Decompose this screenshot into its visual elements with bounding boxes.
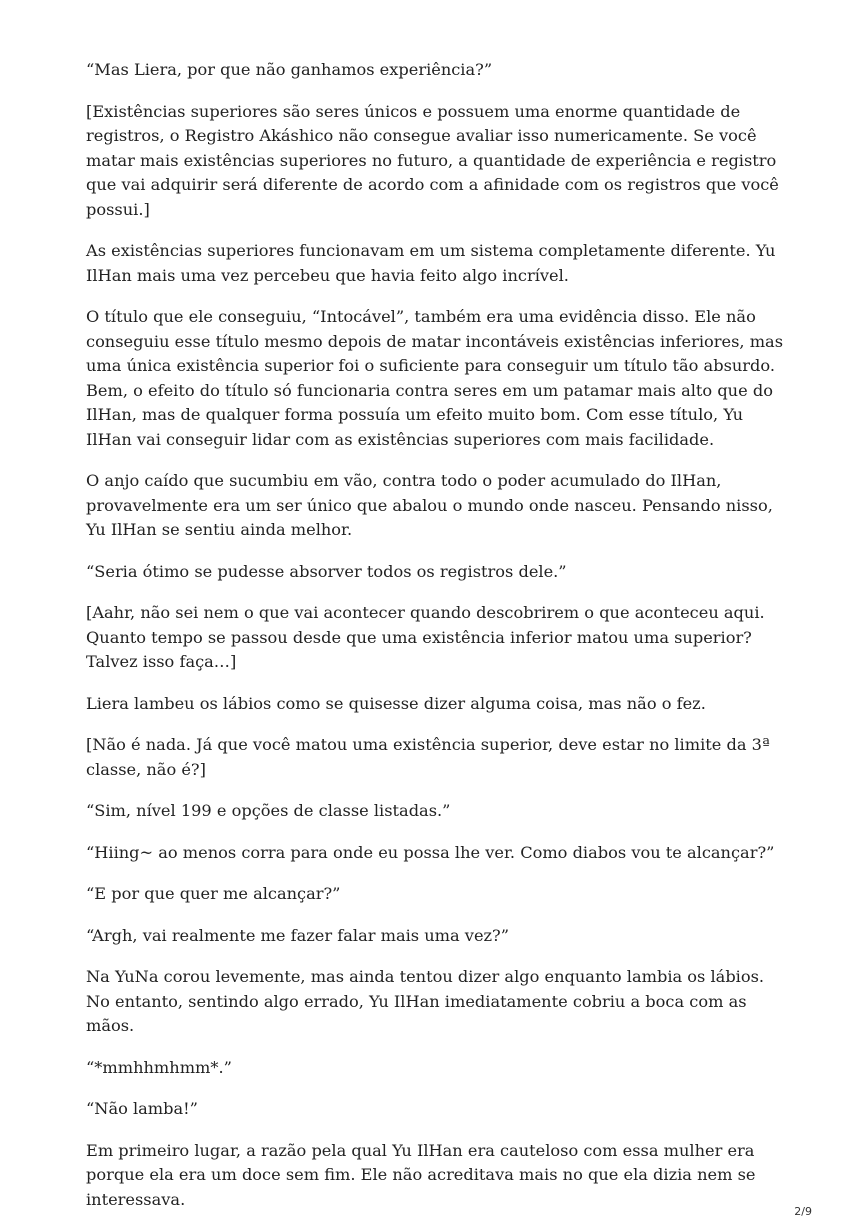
paragraph: “Não lamba!” — [86, 1099, 198, 1118]
paragraph: “E por que quer me alcançar?” — [86, 884, 341, 903]
paragraph: O título que ele conseguiu, “Intocável”, também era uma evidência disso. Ele não conseguiu esse título mesmo depois de matar incontáveis existências inferiores, mas uma única existência superior foi o suficiente para conseguir um título tão absurdo. Bem, o efeito do título só funcionaria contra seres em um patamar mais alto que do IlHan, mas de qualquer forma possuía um efeito muito bom. Com esse título, Yu IlHan vai conseguir lidar com as existências superiores com mais facilidade. — [86, 307, 784, 449]
document-body — [86, 58, 788, 1229]
paragraph: “*mmhhmhmm*.” — [86, 1057, 232, 1077]
paragraph: “Sim, nível 199 e opções de classe listadas.” — [86, 801, 451, 820]
paragraph: O anjo caído que sucumbiu em vão, contra todo o poder acumulado do IlHan, provavelmente era um ser único que abalou o mundo onde nasceu. Pensando nisso, Yu IlHan se sentiu ainda melhor. — [86, 471, 773, 539]
paragraph: “Seria ótimo se pudesse absorver todos os registros dele.” — [86, 561, 567, 581]
paragraph: As existências superiores funcionavam em um sistema completamente diferente. Yu IlHan mais uma vez percebeu que havia feito algo incrível. — [86, 241, 776, 285]
paragraph: Liera lambeu os lábios como se quisesse dizer alguma coisa, mas não o fez. — [86, 693, 706, 713]
paragraph: Na YuNa corou levemente, mas ainda tentou dizer algo enquanto lambia os lábios. No entanto, sentindo algo errado, Yu IlHan imediatamente cobriu a boca com as mãos. — [86, 967, 765, 1035]
paragraph: [Aahr, não sei nem o que vai acontecer quando descobrirem o que aconteceu aqui. Quanto tempo se passou desde que uma existência inferior matou uma superior? Talvez isso faça…] — [86, 603, 765, 671]
paragraph: “Argh, vai realmente me fazer falar mais uma vez?” — [86, 925, 510, 945]
paragraph: “Hiing~ ao menos corra para onde eu possa lhe ver. Como diabos vou te alcançar?” — [86, 842, 775, 862]
paragraph: [Não é nada. Já que você matou uma existência superior, deve estar no limite da 3ª classe, não é?] — [86, 735, 770, 779]
paragraph: “Mas Liera, por que não ganhamos experiência?” — [86, 60, 493, 79]
page-number: 2/9 — [794, 1205, 812, 1218]
paragraph: [Existências superiores são seres únicos e possuem uma enorme quantidade de registros, o Registro Akáshico não consegue avaliar isso numericamente. Se você matar mais existências superiores no futuro, a quantidade de experiência e registro que vai adquirir será diferente de acordo com a afinidade com os registros que você possui.] — [86, 101, 779, 219]
paragraph: Em primeiro lugar, a razão pela qual Yu IlHan era cauteloso com essa mulher era porque ela era um doce sem fim. Ele não acreditava mais no que ela dizia nem se interessava. — [86, 1140, 756, 1209]
